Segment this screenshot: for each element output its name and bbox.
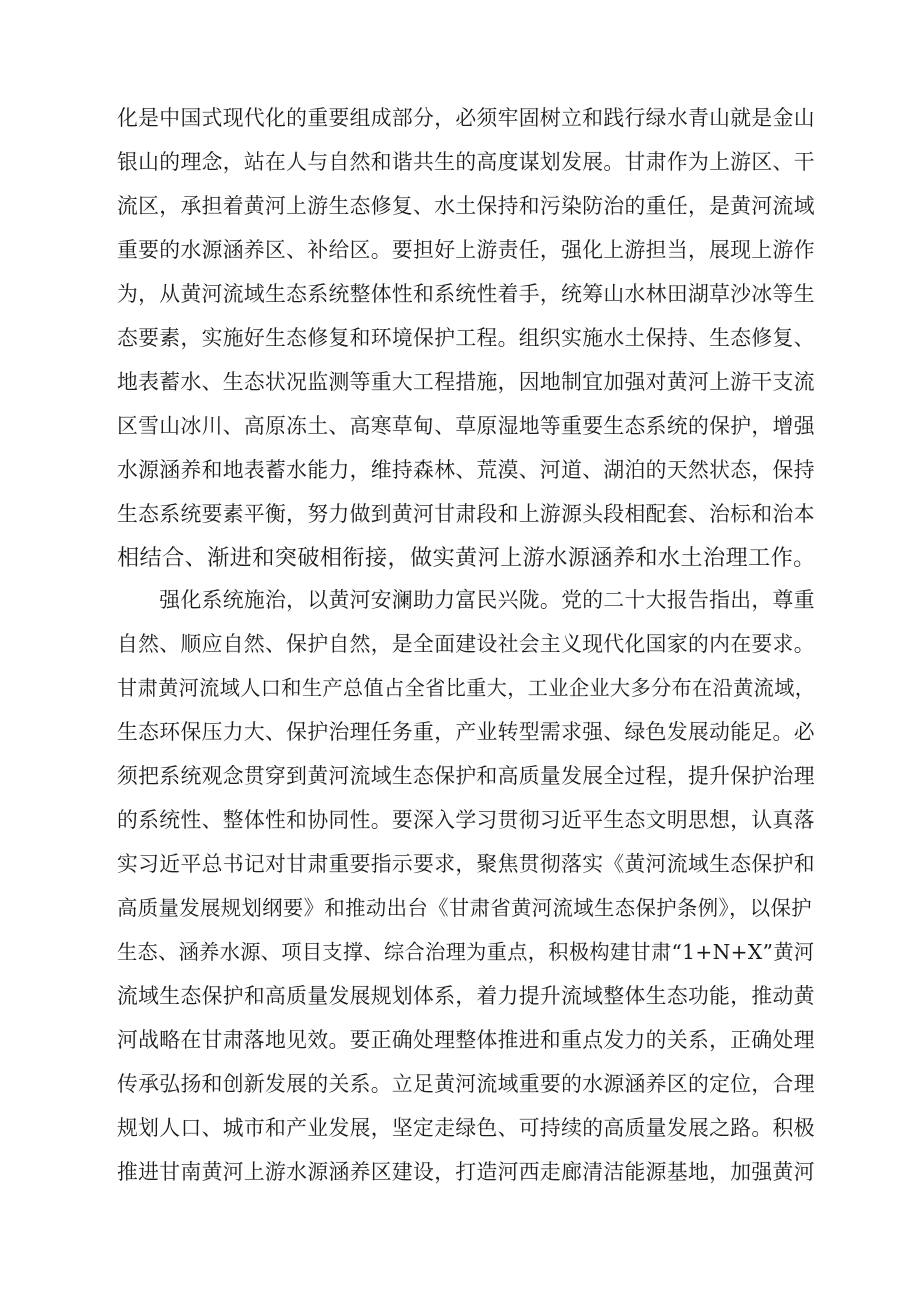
text-line: 重要的水源涵养区、补给区。要担好上游责任，强化上游担当，展现上游作 — [117, 238, 815, 262]
text-line: 化是中国式现代化的重要组成部分，必须牢固树立和践行绿水青山就是金山 — [117, 106, 815, 130]
text-line: 实习近平总书记对甘肃重要指示要求，聚焦贯彻落实《黄河流域生态保护和 — [117, 852, 815, 876]
text-line: 自然、顺应自然、保护自然，是全面建设社会主义现代化国家的内在要求。 — [117, 632, 815, 656]
text-line: 相结合、渐进和突破相衔接，做实黄河上游水源涵养和水土治理工作。 — [117, 545, 816, 571]
text-line: 生态环保压力大、保护治理任务重，产业转型需求强、绿色发展动能足。必 — [117, 720, 815, 744]
text-line: 甘肃黄河流域人口和生产总值占全省比重大，工业企业大多分布在沿黄流域， — [117, 676, 816, 700]
text-line: 推进甘南黄河上游水源涵养区建设，打造河西走廊清洁能源基地，加强黄河 — [117, 1160, 815, 1184]
text-line: 传承弘扬和创新发展的关系。立足黄河流域重要的水源涵养区的定位，合理 — [117, 1072, 815, 1096]
text-line: 流区，承担着黄河上游生态修复、水土保持和污染防治的重任，是黄河流域 — [117, 194, 815, 218]
text-line: 生态系统要素平衡，努力做到黄河甘肃段和上游源头段相配套、治标和治本 — [117, 502, 815, 526]
text-line: 规划人口、城市和产业发展，坚定走绿色、可持续的高质量发展之路。积极 — [117, 1116, 815, 1140]
text-line: 流域生态保护和高质量发展规划体系，着力提升流域整体生态功能，推动黄 — [117, 984, 815, 1008]
text-line: 生态、涵养水源、项目支撑、综合治理为重点，积极构建甘肃“1+N+X”黄河 — [117, 940, 815, 964]
text-line: 的系统性、整体性和协同性。要深入学习贯彻习近平生态文明思想，认真落 — [117, 808, 815, 832]
text-line: 为，从黄河流域生态系统整体性和系统性着手，统筹山水林田湖草沙冰等生 — [117, 282, 815, 306]
text-line: 须把系统观念贯穿到黄河流域生态保护和高质量发展全过程，提升保护治理 — [117, 764, 815, 788]
text-line: 水源涵养和地表蓄水能力，维持森林、荒漠、河道、湖泊的天然状态，保持 — [117, 458, 815, 482]
text-line: 河战略在甘肃落地见效。要正确处理整体推进和重点发力的关系，正确处理 — [117, 1028, 815, 1052]
text-line: 地表蓄水、生态状况监测等重大工程措施，因地制宜加强对黄河上游干支流 — [117, 370, 815, 394]
text-line: 区雪山冰川、高原冻土、高寒草甸、草原湿地等重要生态系统的保护，增强 — [117, 414, 815, 438]
text-line: 高质量发展规划纲要》和推动出台《甘肃省黄河流域生态保护条例》，以保护 — [117, 896, 812, 920]
text-line: 强化系统施治，以黄河安澜助力富民兴陇。党的二十大报告指出，尊重 — [117, 588, 815, 612]
text-line: 态要素，实施好生态修复和环境保护工程。组织实施水土保持、生态修复、 — [117, 326, 815, 350]
text-line: 银山的理念，站在人与自然和谐共生的高度谋划发展。甘肃作为上游区、干 — [117, 150, 815, 174]
